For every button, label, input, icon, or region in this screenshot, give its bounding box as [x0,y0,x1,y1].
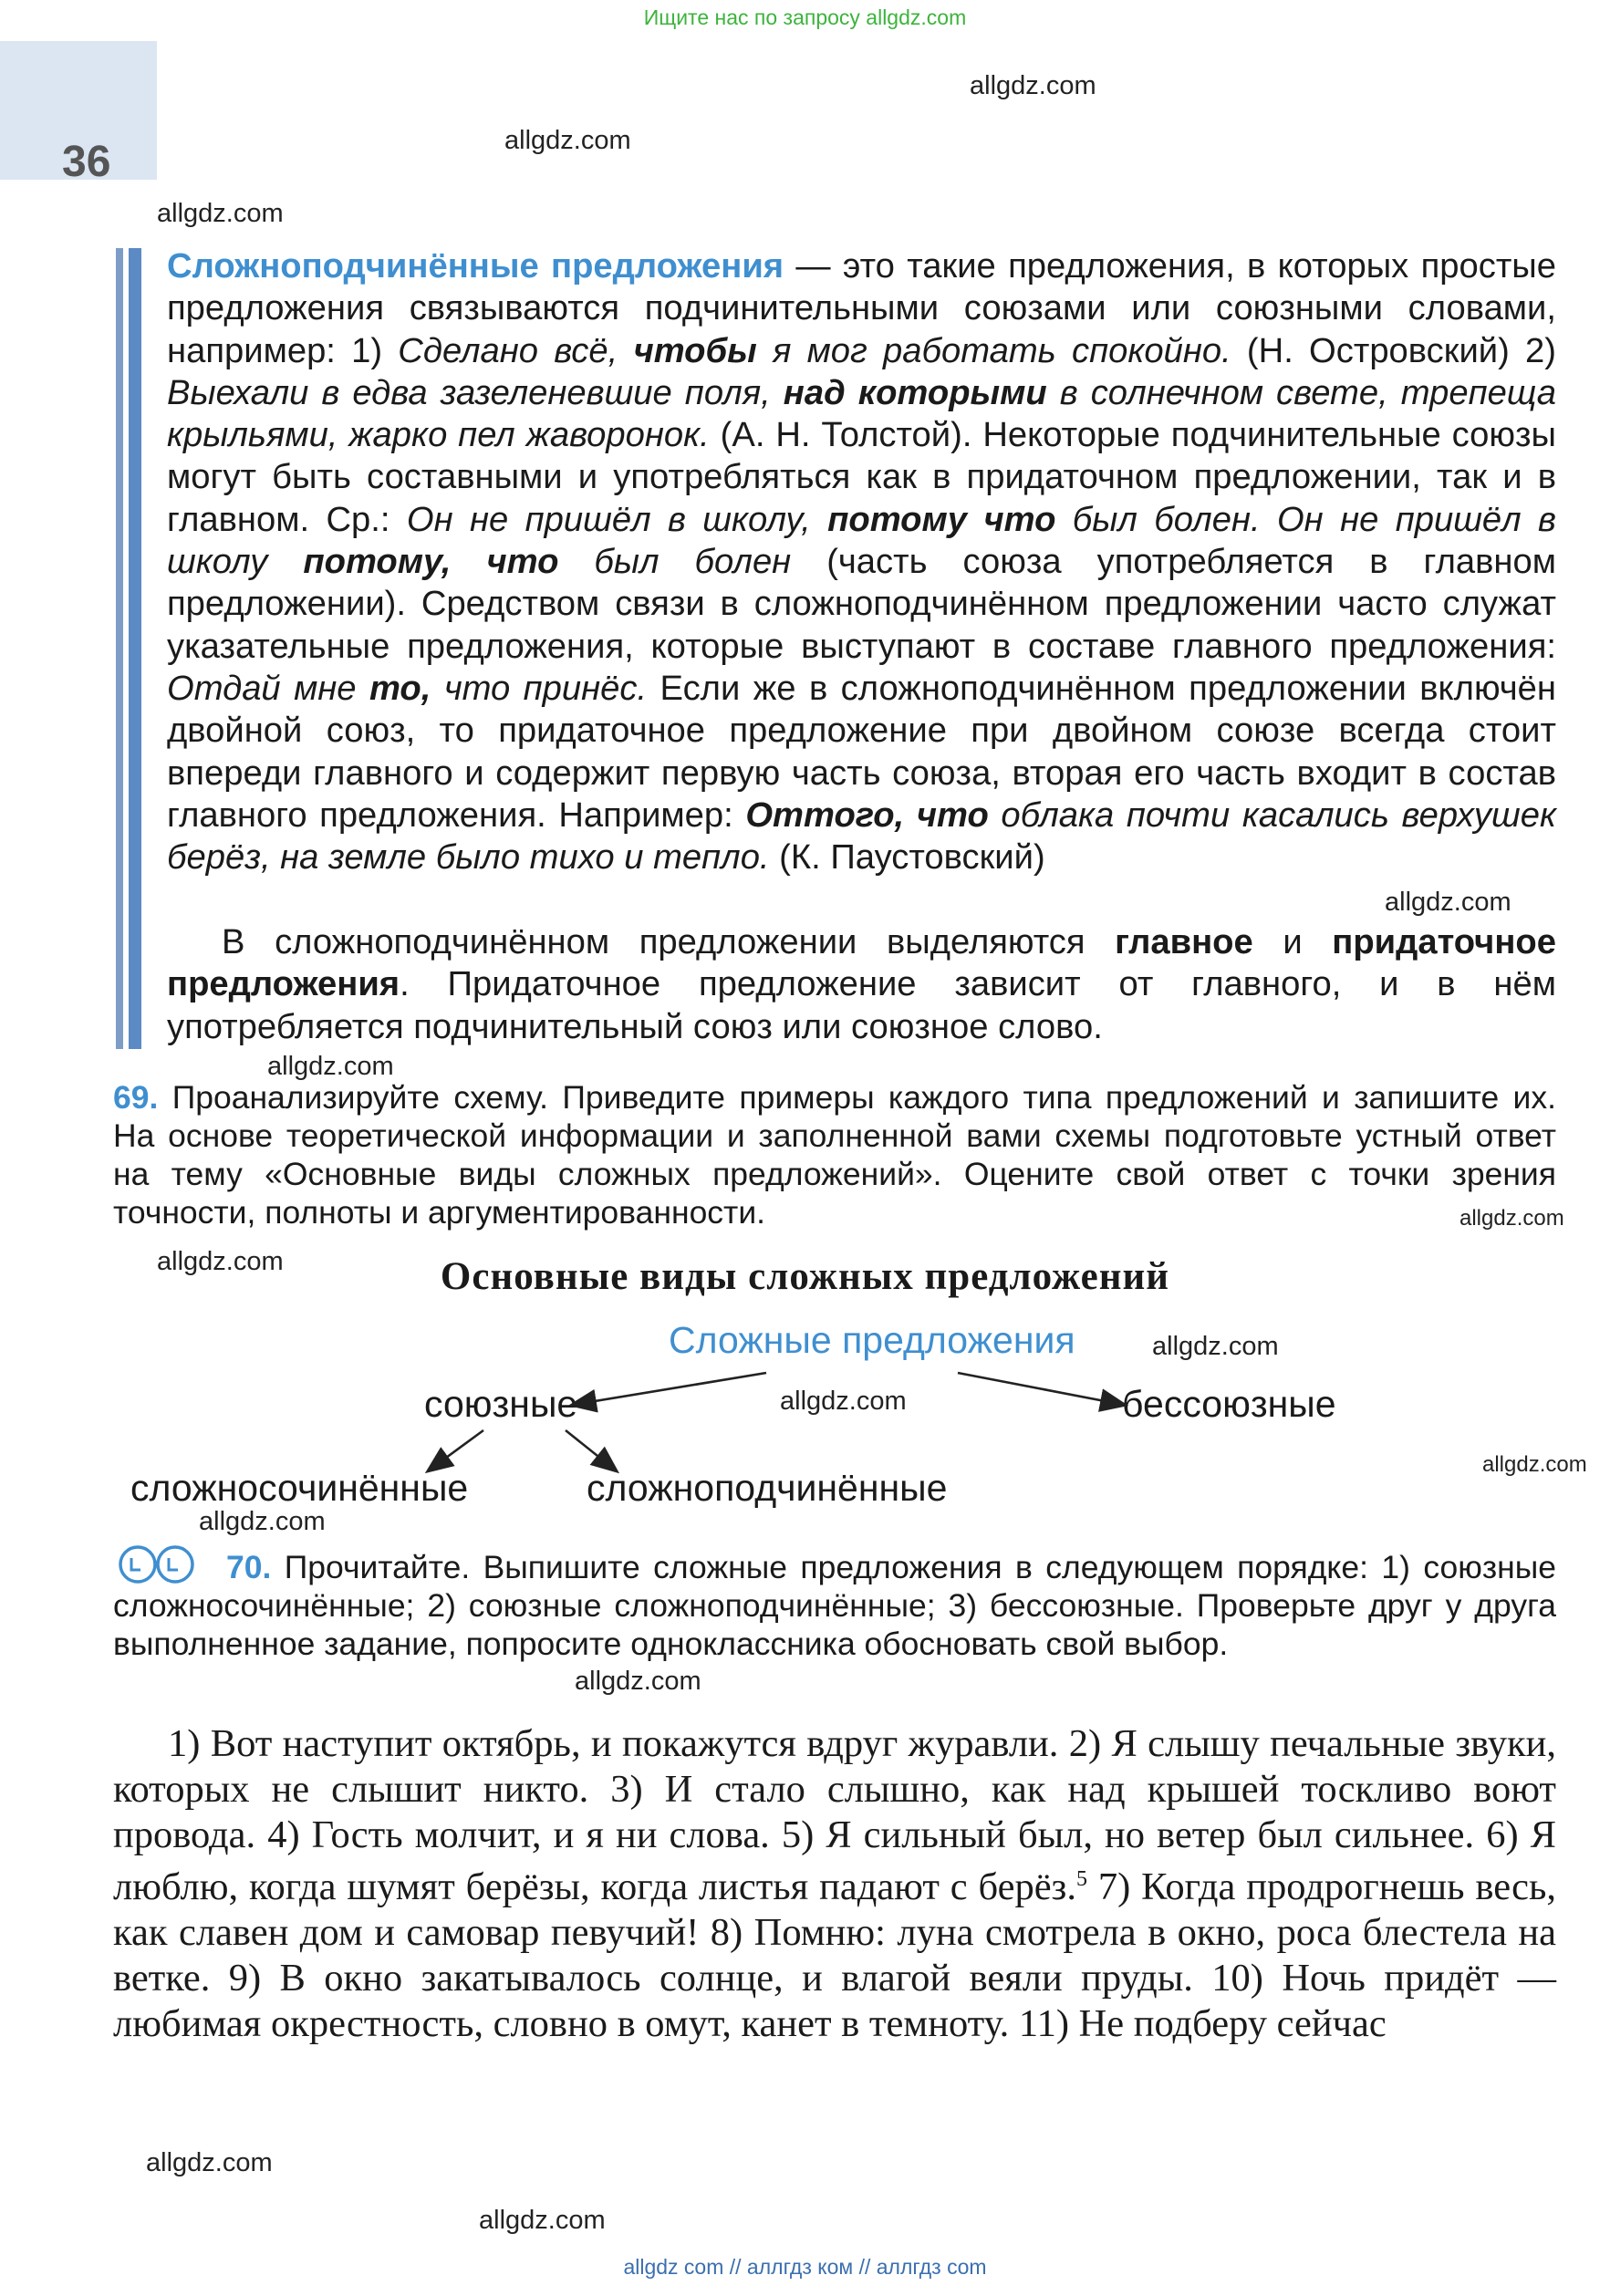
scheme-title: Основные виды сложных предложений [440,1255,1170,1298]
bottom-banner[interactable]: allgdz com // аллгдз ком // аллгдз com [623,2255,987,2279]
exercise-sentences: 7) Когда продрогнешь весь, как славен дом и самовар певучий! 8) Помню: луна смотрела в окно, роса блестела на ветке. 9) В окно закатывалось солнце, и влагой веяли пруды. 10) Ночь придёт — любимая окрестность, словно в омут, канет в темноту. 11) Не подберу сейчас [113,1865,1556,2045]
watermark: allgdz.com [1482,1452,1587,1477]
task-text: Прочитайте. Выпишите сложные предложения в следующем порядке: 1) союзные сложносочинённые; 2) союзные сложноподчинённые; 3) бессоюзные. Проверьте друг у друга выполненное задание, попросите одноклассника обосновать свой выбор. [113,1549,1556,1662]
watermark: allgdz.com [970,71,1096,100]
watermark: allgdz.com [146,2148,273,2177]
exercise-text [113,1721,1556,2047]
exercise-sentences: 1) Вот наступит октябрь, и покажутся вдруг журавли. 2) Я слышу печальные звуки, которых не слышит никто. 3) И стало слышно, как над крышей тоскливо воют провода. 4) Гость молчит, и я ни слова. 5) Я сильный был, но ветер был сильнее. 6) Я люблю, когда шумят берёзы, когда листья падают с берёз. [113,1722,1556,1909]
rule-example: облака почти касались верхушек берёз, на земле было тихо и тепло. [167,795,1556,878]
rule-example: в солнечном свете, трепеща крыльями, жарко пел жаворонок. [167,372,1557,455]
rule-example: я мог работать спокойно. [756,330,1231,370]
page-number: 36 [62,138,111,186]
scheme-node-right: бессоюзные [1122,1383,1336,1425]
rule-text: (А. Н. Толстой). Некоторые подчинительные союзы могут быть составными и употребляться как в придаточном предложении, так и в главном. Ср.: [167,415,1556,539]
watermark: allgdz.com [267,1052,394,1081]
rule-example: был болен. Он не пришёл в школу [167,499,1556,582]
rule-example: Сделано всё, [398,330,634,370]
watermark: allgdz.com [1385,888,1511,917]
rule-text: В сложноподчинённом предложении выделяются [222,922,1116,961]
rule-text: Если же в сложноподчинённом предложении включён двойной союз, то придаточное предложение при двойном союзе всегда стоит впереди главного и содержит первую часть союза, вторая его часть входит в состав главного предложения. Например: [167,668,1556,835]
scheme-node-left-right: сложноподчинённые [587,1467,948,1509]
rule-conjunction: чтобы [633,330,757,370]
rule-text: (часть союза употребляется в главном предложении). Средством связи в сложноподчинённом предложении часто служат указательные предложения, которые выступают в составе главного предложения: [167,542,1556,666]
rule-example: был болен [558,542,792,582]
watermark: allgdz.com [157,1247,284,1276]
watermark: allgdz.com [479,2206,606,2235]
rule-text: . Придаточное предложение зависит от главного, и в нём употребляется подчинительный союз или союзное слово. [167,964,1556,1046]
scheme-node-left: союзные [424,1383,578,1425]
task-70 [113,1548,1556,1663]
watermark: allgdz.com [575,1667,701,1696]
rule-text: и [1252,922,1333,961]
rule-text: — это такие предложения, в которых простые предложения связываются подчинительными союзами или союзными словами, например: 1) [167,246,1556,370]
rule-term: Сложноподчинённые предложения [167,246,784,286]
arrow-to-left [573,1373,766,1405]
rule-conjunction: потому, что [303,542,559,582]
watermark: allgdz.com [199,1507,326,1536]
rule-example: что принёс. [431,668,648,708]
watermark: allgdz.com [1459,1206,1564,1231]
rule-conjunction: над которыми [783,372,1047,412]
rule-text: (Н. Островский) 2) [1231,330,1557,370]
rule-text: (К. Паустовский) [769,837,1045,878]
watermark: allgdz.com [504,126,631,155]
scheme-node-root: Сложные предложения [669,1319,1075,1361]
rule-conjunction: потому что [827,499,1056,539]
watermark: allgdz.com [1152,1332,1279,1361]
footnote-mark: 5 [1075,1867,1087,1892]
arrow-to-left-right [566,1430,616,1470]
rule-example: Выехали в едва зазеленевшие поля, [167,372,784,412]
arrow-to-right [958,1373,1124,1405]
arrow-to-left-left [429,1430,483,1470]
task-number: 70. [226,1549,272,1585]
rule-bold-term: придаточное предложения [167,922,1556,1004]
task-number: 69. [113,1079,159,1116]
rule-conjunction: Оттого, что [745,795,989,835]
rule-example: Отдай мне [167,668,369,708]
watermark: allgdz.com [780,1387,907,1416]
rule-conjunction: то, [369,668,431,708]
scheme-node-left-left: сложносочинённые [130,1467,469,1509]
top-banner[interactable]: Ищите нас по запросу allgdz.com [643,5,967,29]
task-text: Проанализируйте схему. Приведите примеры каждого типа предложений и запишите их. На основе теоретической информации и заполненной вами схемы подготовьте устный ответ на тему «Основные виды сложных предложений». Оцените свой ответ с точки зрения точности, полноты и аргументированности. [113,1079,1556,1231]
rule-example: Он не пришёл в школу, [406,499,828,539]
rule-bold-term: главное [1115,922,1253,961]
watermark: allgdz.com [157,199,284,228]
